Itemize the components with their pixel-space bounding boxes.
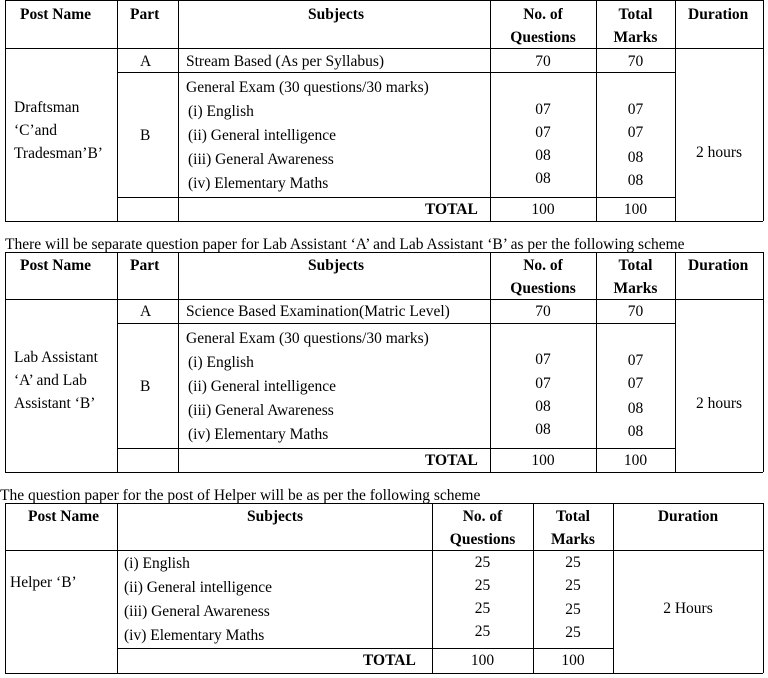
header-marks: Total — [618, 6, 653, 23]
total-marks: 100 — [623, 452, 648, 469]
marks-value: 08 — [627, 172, 644, 189]
stream-subject: Stream Based (As per Syllabus) — [186, 53, 385, 70]
post-name-line: Assistant ‘B’ — [14, 395, 96, 412]
stream-marks: 70 — [627, 53, 644, 70]
header-questions-2: Questions — [449, 531, 516, 548]
stream-questions: 70 — [535, 303, 551, 320]
intro-lab-assistant: There will be separate question paper for Lab Assistant ‘A’ and Lab Assistant ‘B’ as per the following scheme — [5, 236, 685, 253]
marks-value: 07 — [627, 352, 644, 369]
post-name: Helper ‘B’ — [10, 574, 77, 591]
header-questions: No. of — [523, 6, 563, 23]
header-marks: Total — [556, 508, 590, 525]
subject-row: (iii) General Awareness — [188, 151, 334, 168]
total-label: TOTAL — [425, 201, 478, 218]
subject-row: (ii) General intelligence — [188, 127, 337, 144]
duration-value: 2 Hours — [663, 600, 713, 617]
total-questions: 100 — [531, 201, 555, 218]
header-marks-2: Marks — [613, 280, 658, 297]
header-duration: Duration — [657, 508, 719, 525]
questions-value: 07 — [535, 351, 551, 368]
total-questions: 100 — [470, 652, 495, 669]
header-post-name: Post Name — [28, 508, 100, 525]
general-title: General Exam (30 questions/30 marks) — [186, 330, 429, 347]
questions-value: 08 — [535, 398, 551, 415]
header-questions-2: Questions — [510, 280, 576, 297]
header-marks-2: Marks — [551, 531, 595, 548]
subject-row: (iv) Elementary Maths — [188, 175, 329, 192]
part-b: B — [140, 378, 151, 395]
total-marks: 100 — [623, 201, 648, 218]
marks-value: 25 — [565, 624, 581, 641]
header-marks: Total — [618, 257, 653, 274]
intro-helper: The question paper for the post of Helper will be as per the following scheme — [0, 487, 481, 504]
post-name-line: ‘A’ and Lab — [14, 372, 87, 389]
marks-value: 25 — [565, 601, 581, 618]
subject-row: (iii) General Awareness — [124, 603, 270, 620]
stream-subject: Science Based Examination(Matric Level) — [186, 303, 450, 320]
questions-value: 25 — [474, 600, 491, 617]
subject-row: (i) English — [124, 555, 190, 572]
questions-value: 25 — [474, 577, 491, 594]
header-subjects: Subjects — [308, 6, 364, 23]
marks-value: 07 — [627, 101, 644, 118]
subject-row: (i) English — [188, 354, 254, 371]
header-subjects: Subjects — [247, 508, 303, 525]
marks-value: 08 — [627, 423, 644, 440]
header-questions-2: Questions — [510, 29, 576, 46]
header-duration: Duration — [688, 257, 749, 274]
subject-row: (ii) General intelligence — [124, 579, 273, 596]
questions-value: 07 — [535, 101, 551, 118]
questions-value: 08 — [535, 147, 551, 164]
subject-row: (iv) Elementary Maths — [188, 426, 329, 443]
general-title: General Exam (30 questions/30 marks) — [186, 79, 429, 96]
part-a: A — [140, 303, 152, 320]
header-questions: No. of — [462, 508, 503, 525]
questions-value: 07 — [535, 124, 551, 141]
subject-row: (iv) Elementary Maths — [124, 627, 265, 644]
post-name-line: Draftsman — [14, 99, 80, 116]
duration-value: 2 hours — [695, 395, 743, 412]
total-questions: 100 — [531, 452, 555, 469]
header-post-name: Post Name — [20, 257, 92, 274]
questions-value: 08 — [535, 421, 551, 438]
header-duration: Duration — [688, 6, 749, 23]
marks-value: 25 — [565, 554, 581, 571]
header-subjects: Subjects — [308, 257, 364, 274]
total-label: TOTAL — [363, 652, 416, 669]
total-label: TOTAL — [425, 452, 478, 469]
marks-value: 07 — [627, 375, 644, 392]
header-part: Part — [130, 6, 160, 23]
part-a: A — [140, 53, 152, 70]
subject-row: (i) English — [188, 103, 254, 120]
duration-value: 2 hours — [695, 144, 743, 161]
questions-value: 25 — [474, 623, 491, 640]
header-post-name: Post Name — [20, 6, 92, 23]
post-name-line: ‘C’and — [14, 122, 58, 139]
questions-value: 08 — [535, 170, 551, 187]
marks-value: 07 — [627, 124, 644, 141]
part-b: B — [140, 127, 151, 144]
header-questions: No. of — [523, 257, 563, 274]
marks-value: 08 — [627, 400, 644, 417]
marks-value: 08 — [627, 149, 644, 166]
questions-value: 07 — [535, 375, 551, 392]
stream-marks: 70 — [627, 303, 644, 320]
header-part: Part — [130, 257, 160, 274]
post-name-line: Lab Assistant — [14, 349, 98, 366]
questions-value: 25 — [474, 554, 491, 571]
total-marks: 100 — [561, 652, 585, 669]
post-name-line: Tradesman’B’ — [14, 145, 103, 162]
marks-value: 25 — [565, 577, 581, 594]
stream-questions: 70 — [535, 53, 551, 70]
subject-row: (iii) General Awareness — [188, 402, 334, 419]
subject-row: (ii) General intelligence — [188, 378, 337, 395]
header-marks-2: Marks — [613, 29, 658, 46]
